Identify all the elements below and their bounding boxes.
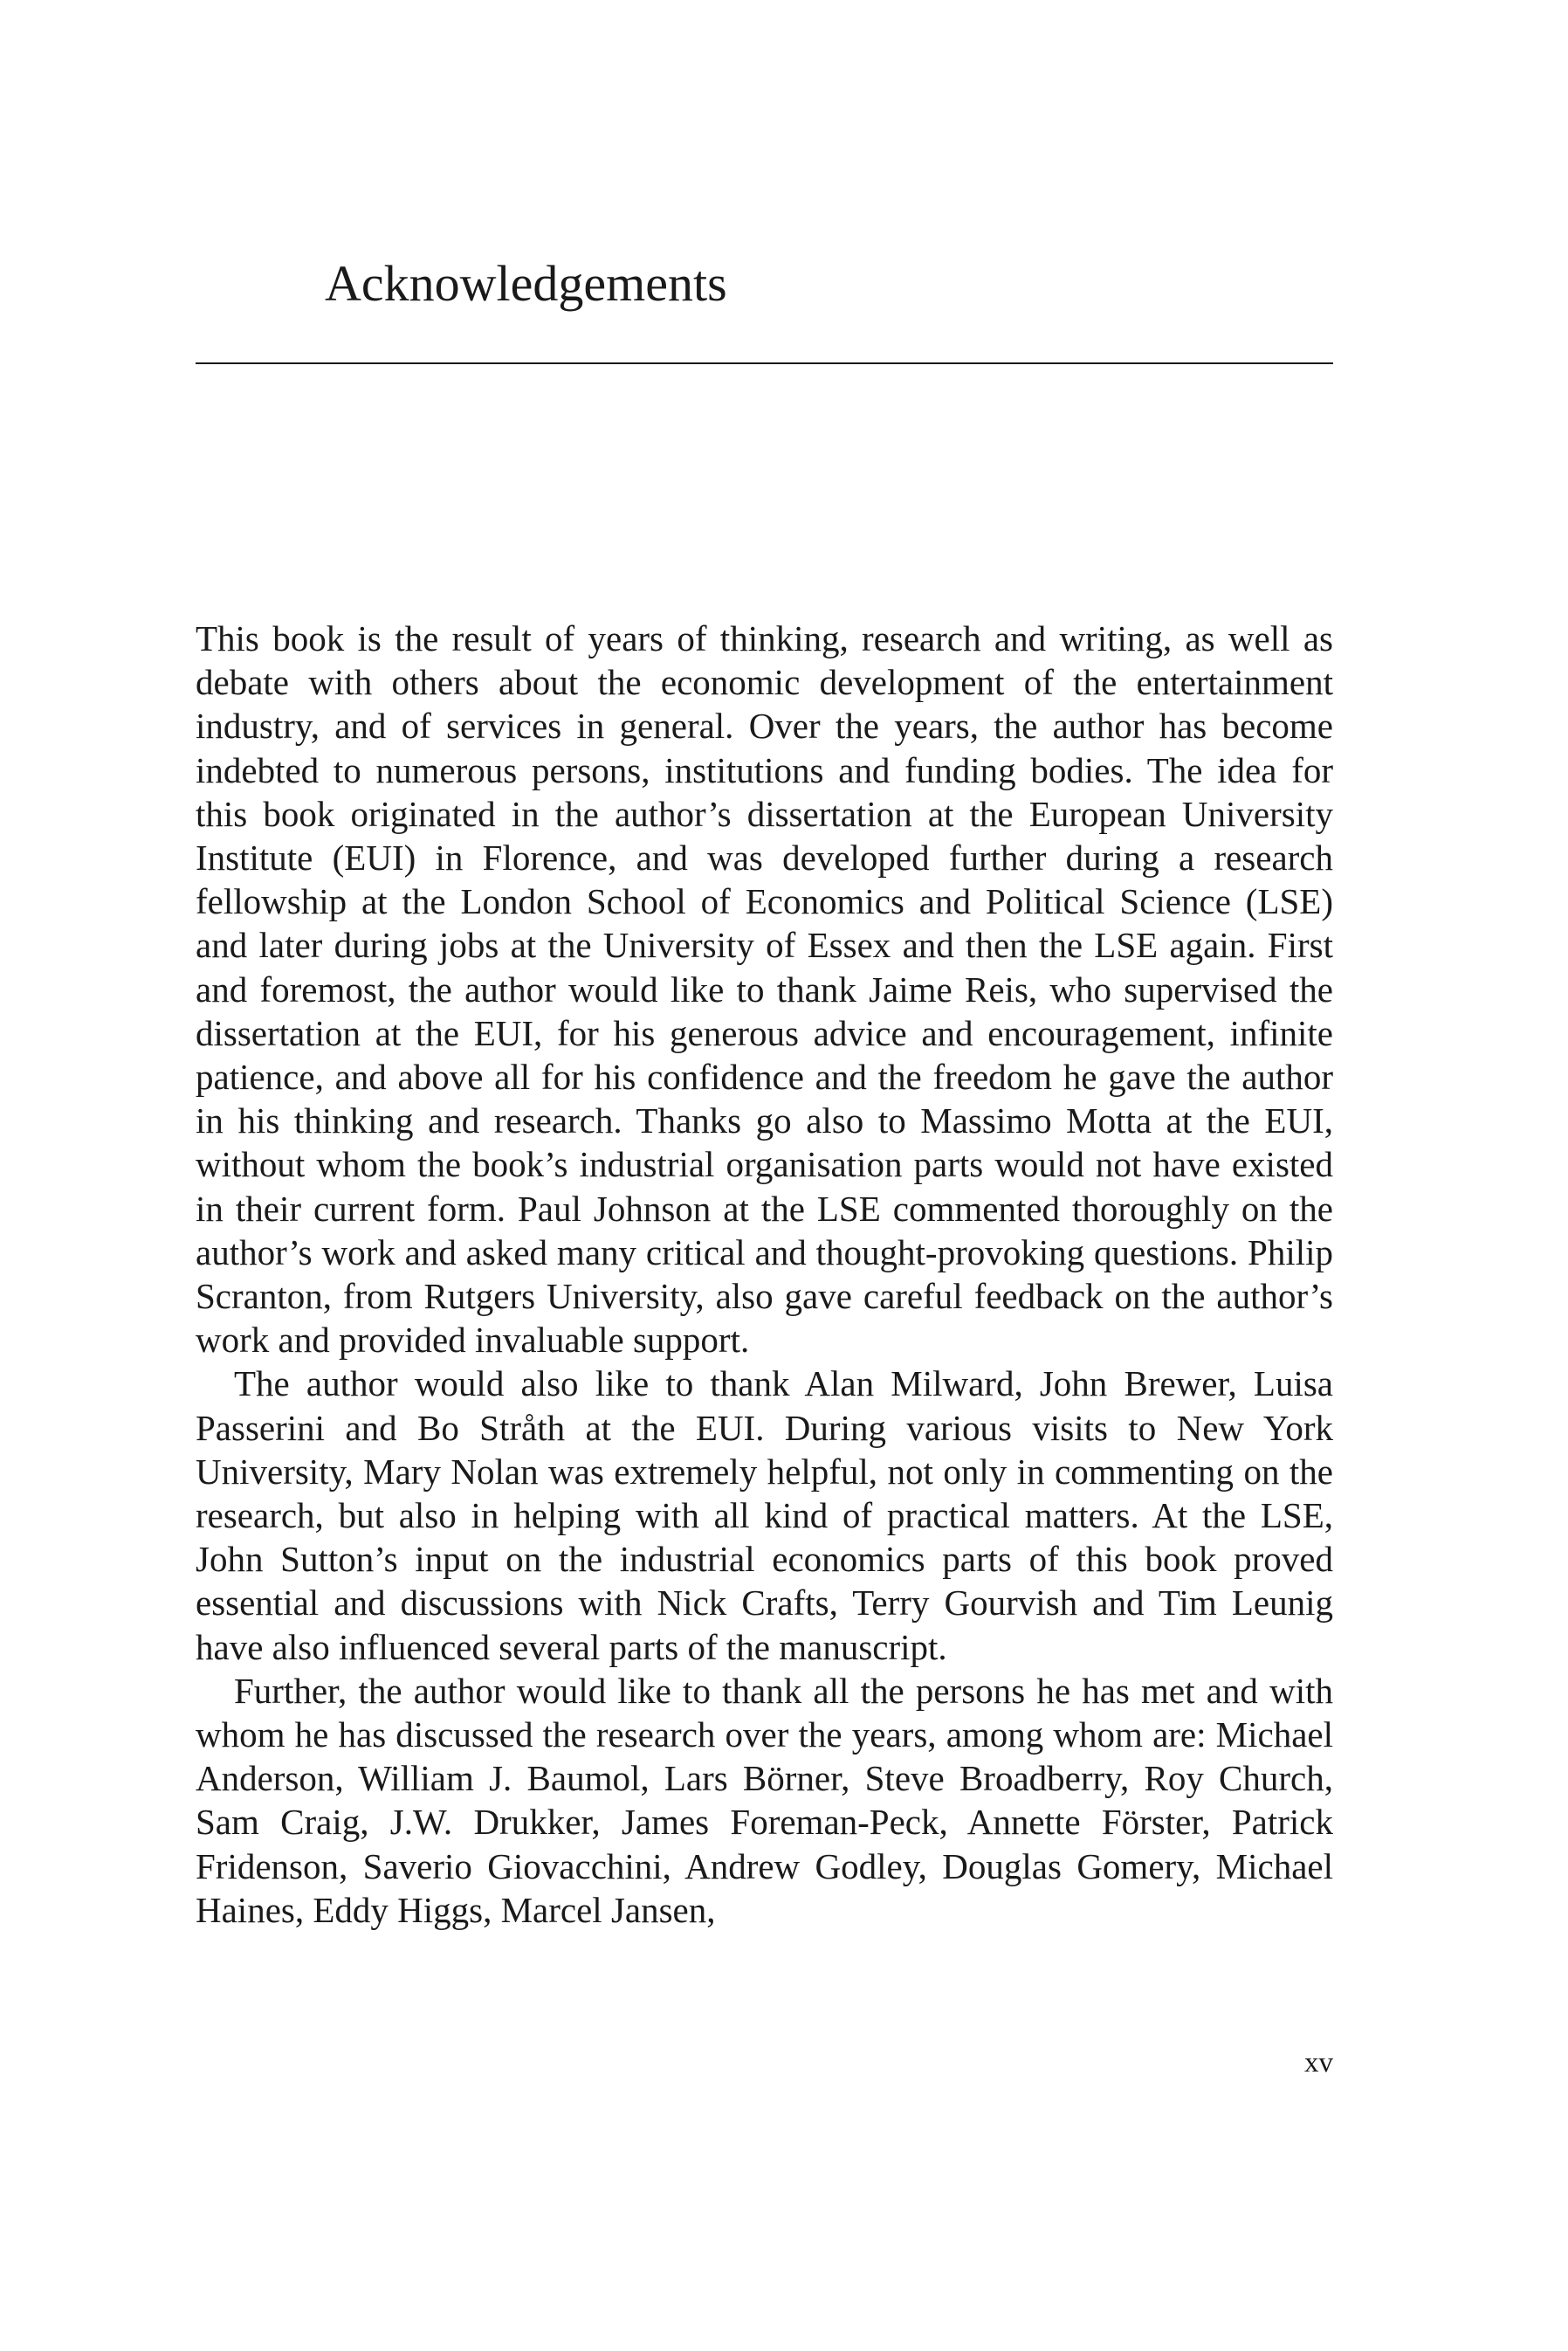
paragraph-3: Further, the author would like to thank all the persons he has met and with whom he has discussed the research over the years, among whom are: Michael Anderson, William J. Baumol, Lars Börner, Steve Broadberry, Roy Church, Sam Craig, J.W. Drukker, James Foreman-Peck, Annette Förster, Patrick Fridenson, Saverio Giovacchini, Andrew Godley, Douglas Gomery, Michael Haines, Eddy Higgs, Marcel Jansen,	[196, 1670, 1333, 1930]
acknowledgements-body	[196, 617, 1333, 1932]
paragraph-1: This book is the result of years of thinking, research and writing, as well as debate with others about the economic development of the entertainment industry, and of services in general. Over the years, the author has become indebted to numerous persons, institutions and funding bodies. The idea for this book originated in the author’s dissertation at the European University Institute (EUI) in Florence, and was developed further during a research fellowship at the London School of Economics and Political Science (LSE) and later during jobs at the University of Essex and then the LSE again. First and foremost, the author would like to thank Jaime Reis, who supervised the dissertation at the EUI, for his generous advice and encouragement, infinite patience, and above all for his confidence and the freedom he gave the author in his thinking and research. Thanks go also to Massimo Motta at the EUI, without whom the book’s industrial organisation parts would not have existed in their current form. Paul Johnson at the LSE commented thoroughly on the author’s work and asked many critical and thought-provoking questions. Philip Scranton, from Rutgers University, also gave careful feedback on the author’s work and provided invaluable support.	[196, 618, 1333, 1361]
page-title: Acknowledgements	[325, 255, 727, 312]
page-number: xv	[1304, 2047, 1333, 2079]
paragraph-2: The author would also like to thank Alan Milward, John Brewer, Luisa Passerini and Bo Stråth at the EUI. During various visits to New York University, Mary Nolan was extremely helpful, not only in commenting on the research, but also in helping with all kind of practical matters. At the LSE, John Sutton’s input on the industrial economics parts of this book proved essential and discussions with Nick Crafts, Terry Gourvish and Tim Leunig have also influenced several parts of the manuscript.	[196, 1363, 1333, 1667]
title-divider	[196, 362, 1333, 364]
